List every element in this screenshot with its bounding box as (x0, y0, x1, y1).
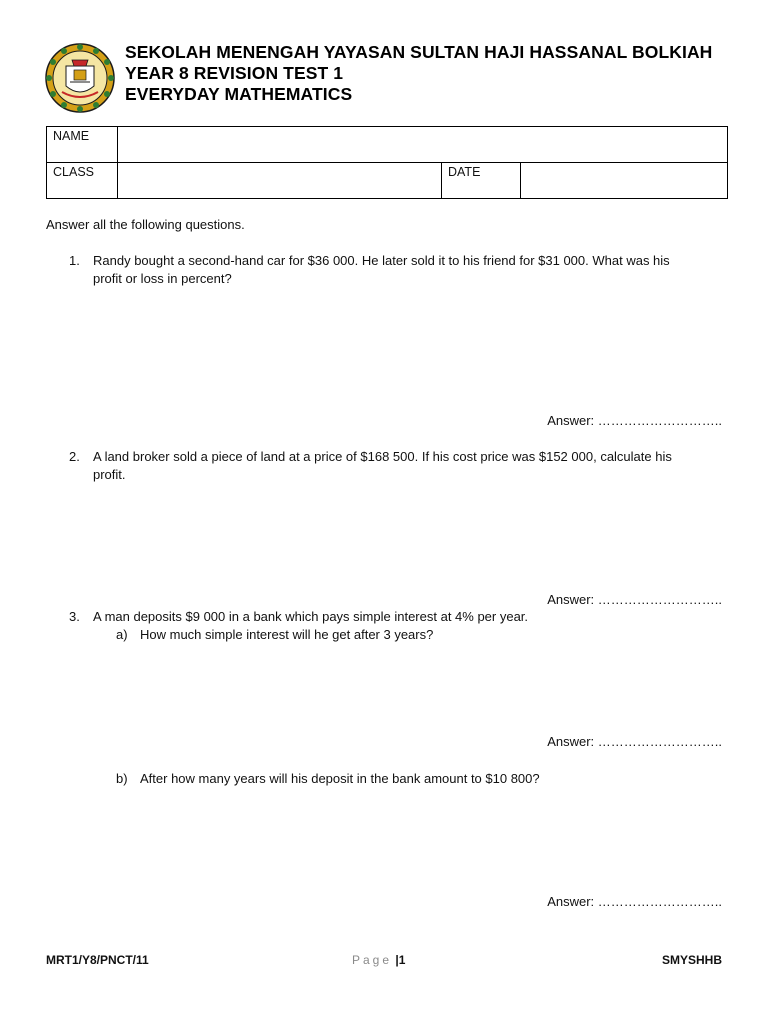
page-word: Page (352, 953, 393, 967)
school-name: SEKOLAH MENENGAH YAYASAN SULTAN HAJI HASSANAL BOLKIAH (125, 42, 713, 62)
question-2-line-1: A land broker sold a piece of land at a price of $168 500. If his cost price was $152 000, calculate his (93, 449, 672, 464)
footer-code: MRT1/Y8/PNCT/11 (46, 953, 149, 967)
page-separator: | (395, 953, 399, 967)
school-crest-icon (44, 42, 116, 114)
question-3a-text: How much simple interest will he get after 3 years? (140, 627, 434, 642)
subject-title: EVERYDAY MATHEMATICS (125, 84, 353, 104)
test-title: YEAR 8 REVISION TEST 1 (125, 63, 344, 83)
footer-school-abbr: SMYSHHB (661, 953, 722, 967)
name-label: NAME (47, 127, 118, 163)
question-3b-answer-line[interactable]: Answer: ……………………….. (547, 894, 722, 909)
question-1-number: 1. (69, 253, 80, 268)
name-field[interactable] (118, 127, 728, 163)
class-field[interactable] (118, 163, 442, 199)
question-2-line-2: profit. (93, 467, 126, 482)
instructions: Answer all the following questions. (46, 217, 245, 232)
question-3a-answer-line[interactable]: Answer: ……………………….. (547, 734, 722, 749)
student-info-table (46, 126, 728, 199)
question-1-line-1: Randy bought a second-hand car for $36 000. He later sold it to his friend for $31 000. What was his (93, 253, 670, 268)
class-label: CLASS (47, 163, 118, 199)
page-indicator (352, 952, 405, 968)
question-2-answer-line[interactable]: Answer: ……………………….. (547, 592, 722, 607)
page-number: 1 (398, 953, 406, 967)
date-label: DATE (442, 163, 521, 199)
question-3-line-1: A man deposits $9 000 in a bank which pays simple interest at 4% per year. (93, 609, 529, 624)
question-3-number: 3. (69, 609, 80, 624)
question-3b-label: b) (116, 771, 128, 786)
question-1-answer-line[interactable]: Answer: ……………………….. (547, 413, 722, 428)
date-field[interactable] (521, 163, 728, 199)
question-2-number: 2. (69, 449, 80, 464)
document-header (125, 42, 712, 105)
question-3a-label: a) (116, 627, 128, 642)
question-3b-text: After how many years will his deposit in the bank amount to $10 800? (140, 771, 540, 786)
question-1-line-2: profit or loss in percent? (93, 271, 232, 286)
